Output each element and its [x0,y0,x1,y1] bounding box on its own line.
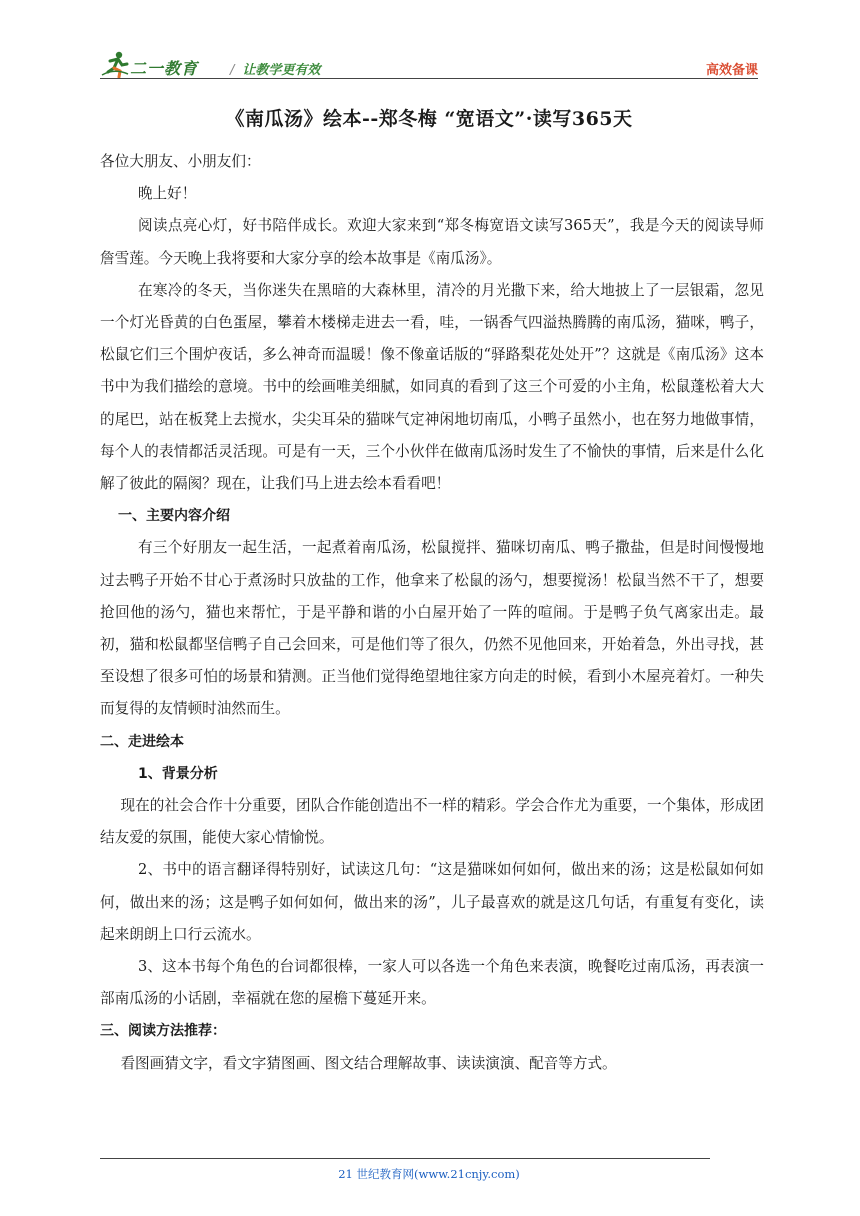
evening-greeting: 晚上好！ [137,185,197,203]
document-body [100,146,764,1080]
section3-heading: 三、阅读方法推荐： [100,1023,226,1040]
section2-body1: 现在的社会合作十分重要，团队合作能创造出不一样的精彩。学会合作尤为重要，一个集体，形成团结友爱的氛围，能使大家心情愉悦。 [100,797,764,847]
header-tag: 高效备课 [705,63,758,78]
section1-body: 有三个好朋友一起生活，一起煮着南瓜汤，松鼠搅拌、猫咪切南瓜、鸭子撒盐，但是时间慢慢地过去鸭子开始不甘心于煮汤时只放盐的工作，他拿来了松鼠的汤勺，想要搅汤！松鼠当然不干了，想要抢回他的汤勺，猫也来帮忙，于是平静和谐的小白屋开始了一阵的喧闹。于是鸭子负气离家出走。最初，猫和松鼠都坚信鸭子自己会回来，可是他们等了很久，仍然不见他回来，开始着急，外出寻找，甚至设想了很多可怕的场景和猜测。正当他们觉得绝望地往家方向走的时候，看到小木屋亮着灯。一种失而复得的友情顿时油然而生。 [100,539,764,718]
page-title: 《南瓜汤》绘本--郑冬梅 “宽语文”·读写365天 [225,108,633,130]
section2-body2: 2、书中的语言翻译得特别好，试读这几句：“这是猫咪如何如何，做出来的汤；这是松鼠如何如何，做出来的汤；这是鸭子如何如何，做出来的汤”，儿子最喜欢的就是这几句话，有重复有变化，读起来朗朗上口行云流水。 [100,861,764,943]
section1-heading: 一、主要内容介绍 [118,508,230,525]
logo-text: 二一教育 [130,59,199,78]
scene-paragraph: 在寒冷的冬天，当你迷失在黑暗的大森林里，清冷的月光撒下来，给大地披上了一层银霜，忽见一个灯光昏黄的白色蛋屋，攀着木楼梯走进去一看，哇，一锅香气四溢热腾腾的南瓜汤，猫咪，鸭子，松鼠它们三个围炉夜话，多么神奇而温暖！像不像童话版的“驿路梨花处处开”？这就是《南瓜汤》这本书中为我们描绘的意境。书中的绘画唯美细腻，如同真的看到了这三个可爱的小主角，松鼠蓬松着大大的尾巴，站在板凳上去搅水，尖尖耳朵的猫咪气定神闲地切南瓜，小鸭子虽然小，也在努力地做事情，每个人的表情都活灵活现。可是有一天，三个小伙伴在做南瓜汤时发生了不愉快的事情，后来是什么化解了彼此的隔阂？现在，让我们马上进去绘本看看吧！ [100,281,764,493]
footer-link[interactable]: 21 世纪教育网(www.21cnjy.com) [338,1167,520,1181]
page-header [100,48,758,80]
header-divider [100,78,758,79]
section2-heading: 二、走进绘本 [100,733,184,750]
footer-divider [100,1158,710,1159]
slogan [230,59,320,78]
intro-paragraph: 阅读点亮心灯，好书陪伴成长。欢迎大家来到“郑冬梅宽语文读写365天”，我是今天的阅读导师詹雪莲。今天晚上我将要和大家分享的绘本故事是《南瓜汤》。 [100,217,764,267]
running-person-icon [100,50,130,78]
section3-body: 看图画猜文字，看文字猜图画、图文结合理解故事、读读演演、配音等方式。 [120,1054,617,1072]
greeting: 各位大朋友、小朋友们： [100,153,261,170]
section2-subheading: 1、背景分析 [138,765,218,782]
section2-body3: 3、这本书每个角色的台词都很棒，一家人可以各选一个角色来表演，晚餐吃过南瓜汤，再表演一部南瓜汤的小话剧，幸福就在您的屋檐下蔓延开来。 [100,958,764,1008]
slogan-text: 让教学更有效 [242,63,321,78]
slogan-divider: / [230,63,235,78]
